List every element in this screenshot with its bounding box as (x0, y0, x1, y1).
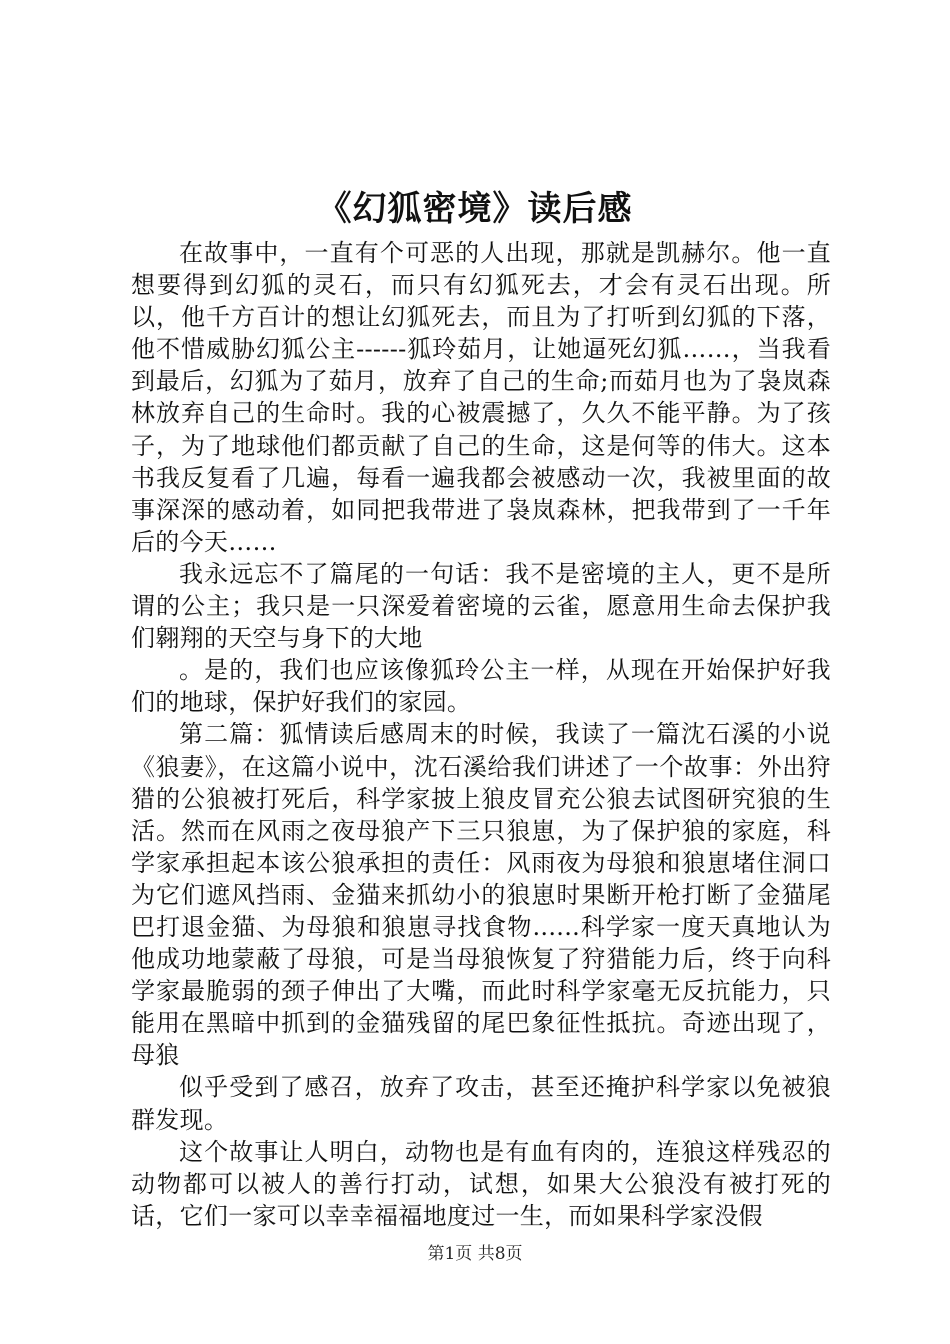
page-title: 《幻狐密境》读后感 (317, 189, 633, 229)
page-number-footer: 第1页 共8页 (427, 1244, 523, 1264)
paragraph: 在故事中，一直有个可恶的人出现，那就是凯赫尔。他一直想要得到幻狐的灵石，而只有幻狐死去，才会有灵石出现。所以，他千方百计的想让幻狐死去，而且为了打听到幻狐的下落，他不惜威胁幻狐公主------狐玲茹月，让她逼死幻狐……，当我看到最后，幻狐为了茹月，放弃了自己的生命;而茹月也为了袅岚森林放弃自己的生命时。我的心被震撼了，久久不能平静。为了孩子，为了地球他们都贡献了自己的生命，这是何等的伟大。这本书我反复看了几遍，每看一遍我都会被感动一次，我被里面的故事深深的感动着，如同把我带进了袅岚森林，把我带到了一千年后的今天…… (131, 239, 831, 556)
paragraph: 这个故事让人明白，动物也是有血有肉的，连狼这样残忍的动物都可以被人的善行打动，试想，如果大公狼没有被打死的话，它们一家可以幸幸福福地度过一生，而如果科学家没假 (131, 1137, 831, 1230)
document-body (131, 237, 831, 1232)
paragraph: 我永远忘不了篇尾的一句话：我不是密境的主人，更不是所谓的公主；我只是一只深爱着密境的云雀，愿意用生命去保护我们翱翔的天空与身下的大地 (131, 559, 831, 653)
paragraph: 似乎受到了感召，放弃了攻击，甚至还掩护科学家以免被狼群发现。 (131, 1073, 831, 1134)
paragraph: 。是的，我们也应该像狐玲公主一样，从现在开始保护好我们的地球，保护好我们的家园。 (131, 656, 831, 717)
paragraph: 第二篇：狐情读后感周末的时候，我读了一篇沈石溪的小说《狼妻》，在这篇小说中，沈石溪给我们讲述了一个故事：外出狩猎的公狼被打死后，科学家披上狼皮冒充公狼去试图研究狼的生活。然而在风雨之夜母狼产下三只狼崽，为了保护狼的家庭，科学家承担起本该公狼承担的责任：风雨夜为母狼和狼崽堵住洞口为它们遮风挡雨、金猫来抓幼小的狼崽时果断开枪打断了金猫尾巴打退金猫、为母狼和狼崽寻找食物......科学家一度天真地认为他成功地蒙蔽了母狼，可是当母狼恢复了狩猎能力后，终于向科学家最脆弱的颈子伸出了大嘴，而此时科学家毫无反抗能力，只能用在黑暗中抓到的金猫残留的尾巴象征性抵抗。奇迹出现了，母狼 (131, 720, 831, 1070)
